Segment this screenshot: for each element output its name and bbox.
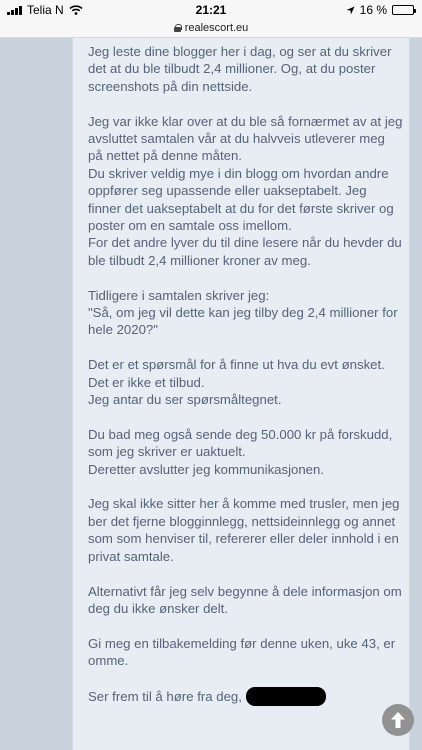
message-paragraph: Du bad meg også sende deg 50.000 kr på forskudd, som jeg skriver er uaktuelt. Deretter avslutter jeg kommunikasjonen. [88,426,393,477]
battery-icon [392,5,414,15]
page-content [0,38,422,750]
message-paragraph: Jeg leste dine blogger her i dag, og ser at du skriver det at du ble tilbudt 2,4 millioner. Og, at du poster screenshots på din nettside. [88,44,392,94]
lock-icon [174,24,181,32]
battery-percentage: 16 % [359,3,387,17]
status-bar [0,0,422,19]
message-paragraph: Gi meg en tilbakemelding før denne uken, uke 43, er omme. [88,635,396,669]
message-paragraph: Tidligere i samtalen skriver jeg: "Så, om jeg vil dette kan jeg tilby deg 2,4 millioner for hele 2020?" [88,287,398,338]
signoff-text: Ser frem til å høre fra deg, [88,688,242,704]
message-card [72,38,410,750]
message-paragraph: Alternativt får jeg selv begynne å dele informasjon om deg du ikke ønsker delt. [88,583,402,616]
message-paragraph: Det er et spørsmål for å finne ut hva du evt ønsket. Det er ikke et tilbud. Jeg antar du ser spørsmåltegnet. [88,357,385,408]
address-bar[interactable] [0,19,422,38]
message-signoff [88,687,403,706]
scroll-to-top-button[interactable] [382,704,414,736]
redacted-name [246,687,326,706]
carrier-name: Telia N [27,3,64,17]
status-right [346,3,414,17]
message-paragraph: Jeg var ikke klar over at du ble så fornærmet av at jeg avsluttet samtalen vår at du halvveis utleverer meg på nettet på denne måten. Du skriver veldig mye i din blogg om hvordan andre oppfører seg upassende eller uakseptabelt. Jeg finner det uakseptabelt at du for det første skriver og poster om en samtale oss imellom. For det andre lyver du til dine lesere når du hevder du ble tilbudt 2,4 millioner kroner av meg. [88,113,403,268]
status-time: 21:21 [195,3,227,17]
message-paragraph: Jeg skal ikke sitter her å komme med trusler, men jeg ber det fjerne blogginnlegg, nettsideinnlegg og annet som som henviser til, refererer eller deler innhold i en privat samtale. [88,496,400,564]
url-text: realescort.eu [184,22,249,34]
arrow-up-icon [390,711,406,729]
location-arrow-icon [346,6,355,15]
message-body [73,38,409,706]
